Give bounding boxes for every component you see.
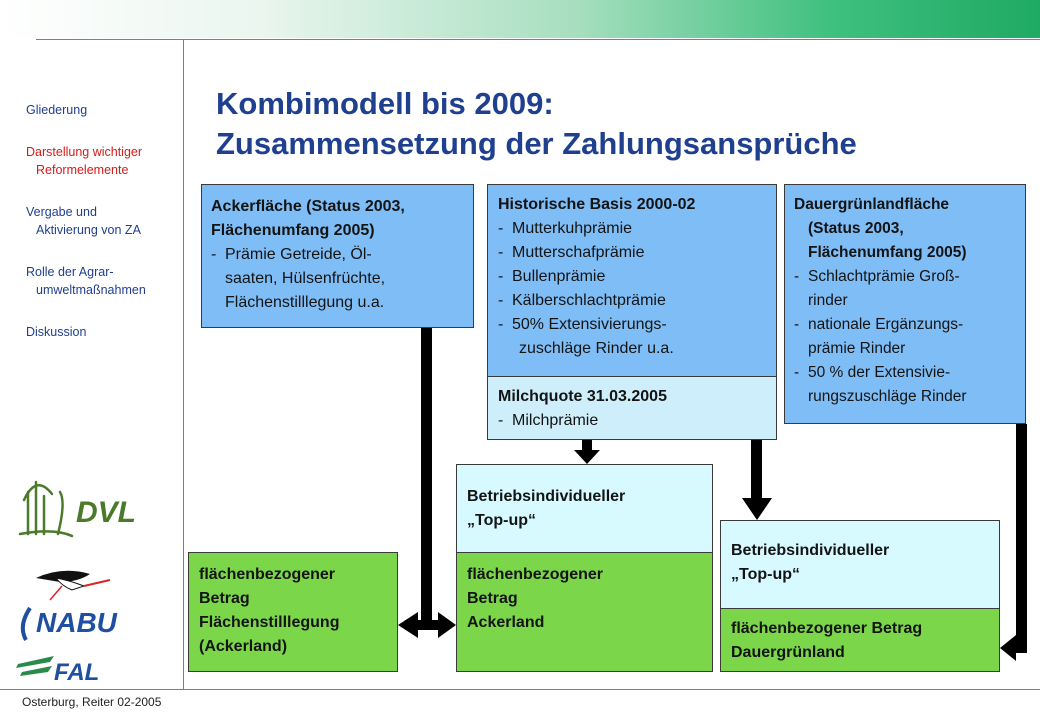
page-title xyxy=(216,84,857,164)
nav-item-label: Rolle der Agrar- xyxy=(26,265,114,279)
nav-item-label: Gliederung xyxy=(26,103,88,117)
nav-item-label: Diskussion xyxy=(26,325,87,339)
arrow-head-down-icon xyxy=(574,450,600,464)
arrow-head-right-icon xyxy=(438,612,456,638)
box-topup-dauergruenland xyxy=(720,520,1000,609)
nav-item-agrarumwelt[interactable] xyxy=(26,263,146,299)
footer-divider xyxy=(0,689,1040,690)
title-line-1: Kombimodell bis 2009: xyxy=(216,86,554,121)
list-item: - Mutterschafprämie xyxy=(498,244,645,261)
svg-text:DVL: DVL xyxy=(76,496,136,529)
box-line: Flächenstilllegung xyxy=(199,614,340,631)
arrow-connector xyxy=(751,440,762,500)
arrow-connector xyxy=(421,328,432,628)
list-item: - Bullenprämie xyxy=(498,268,606,285)
footer-text: Osterburg, Reiter 02-2005 xyxy=(22,695,162,709)
arrow-connector xyxy=(1016,424,1027,653)
box-flaechenbezogen-stilllegung xyxy=(188,552,398,672)
dvl-logo xyxy=(14,472,144,542)
arrow-head-left-icon xyxy=(1000,635,1016,661)
nav-item-vergabe[interactable] xyxy=(26,203,141,239)
nav-item-label: Darstellung wichtiger xyxy=(26,145,143,159)
box-dauergruenland xyxy=(784,184,1026,424)
box-line: flächenbezogener xyxy=(199,566,336,583)
box-line: Betrag xyxy=(199,590,250,607)
list-item-cont: Flächenstilllegung u.a. xyxy=(225,294,385,311)
list-item-cont: saaten, Hülsenfrüchte, xyxy=(225,270,386,287)
box-heading-cont: „Top-up“ xyxy=(731,566,801,583)
stork-icon xyxy=(36,571,110,600)
list-item: - Milchprämie xyxy=(498,412,599,429)
list-item-cont: rinder xyxy=(808,292,848,309)
header-gradient-bar xyxy=(0,0,1040,38)
nav-item-diskussion[interactable] xyxy=(26,323,86,341)
box-heading: Milchquote 31.03.2005 xyxy=(498,388,667,405)
list-item-cont: rungszuschläge Rinder xyxy=(808,388,967,405)
svg-text:NABU: NABU xyxy=(36,607,117,638)
svg-text:FAL: FAL xyxy=(54,659,100,686)
box-topup-ackerland xyxy=(456,464,713,553)
nabu-logo xyxy=(12,556,142,642)
header-divider xyxy=(36,39,1040,40)
sidebar-divider xyxy=(183,40,184,690)
list-item: - Prämie Getreide, Öl- xyxy=(211,246,372,263)
box-heading: Betriebsindividueller xyxy=(467,488,626,505)
box-heading: Historische Basis 2000-02 xyxy=(498,196,696,213)
box-line: flächenbezogener xyxy=(467,566,604,583)
fal-logo xyxy=(14,650,124,686)
list-item: - Mutterkuhprämie xyxy=(498,220,633,237)
nav-item-label-cont: umweltmaßnahmen xyxy=(36,283,146,297)
box-ackerflaeche xyxy=(201,184,474,328)
box-heading-cont: (Status 2003, xyxy=(808,220,904,237)
box-line: Betrag xyxy=(467,590,518,607)
box-line: Dauergrünland xyxy=(731,644,845,661)
box-heading-cont: Flächenumfang 2005) xyxy=(211,222,375,239)
box-heading: Betriebsindividueller xyxy=(731,542,890,559)
box-milchquote xyxy=(487,376,777,440)
arrow-head-down-icon xyxy=(742,498,772,520)
box-historische-basis xyxy=(487,184,777,377)
list-item-cont: zuschläge Rinder u.a. xyxy=(519,340,674,357)
box-heading-cont: „Top-up“ xyxy=(467,512,537,529)
list-item: - Kälberschlachtprämie xyxy=(498,292,666,309)
nav-item-reformelemente[interactable] xyxy=(26,143,142,179)
nav-item-label: Vergabe und xyxy=(26,205,97,219)
list-item: - 50% Extensivierungs- xyxy=(498,316,667,333)
list-item: - Schlachtprämie Groß- xyxy=(794,268,960,285)
box-heading: Dauergrünlandfläche xyxy=(794,196,950,213)
box-line: Ackerland xyxy=(467,614,545,631)
nav-item-gliederung[interactable] xyxy=(26,101,87,119)
box-heading-cont: Flächenumfang 2005) xyxy=(808,244,967,261)
list-item: - nationale Ergänzungs- xyxy=(794,316,964,333)
box-heading: Ackerfläche (Status 2003, xyxy=(211,198,405,215)
box-line: flächenbezogener Betrag xyxy=(731,620,923,637)
nav-item-label-cont: Reformelemente xyxy=(36,163,129,177)
box-flaechenbezogen-dauergruenland xyxy=(720,608,1000,672)
box-flaechenbezogen-ackerland xyxy=(456,552,713,672)
list-item: - 50 % der Extensivie- xyxy=(794,364,951,381)
box-line: (Ackerland) xyxy=(199,638,288,655)
list-item-cont: prämie Rinder xyxy=(808,340,906,357)
nav-item-label-cont: Aktivierung von ZA xyxy=(36,223,141,237)
title-line-2: Zusammensetzung der Zahlungsansprüche xyxy=(216,126,857,161)
arrow-head-left-icon xyxy=(398,612,418,638)
